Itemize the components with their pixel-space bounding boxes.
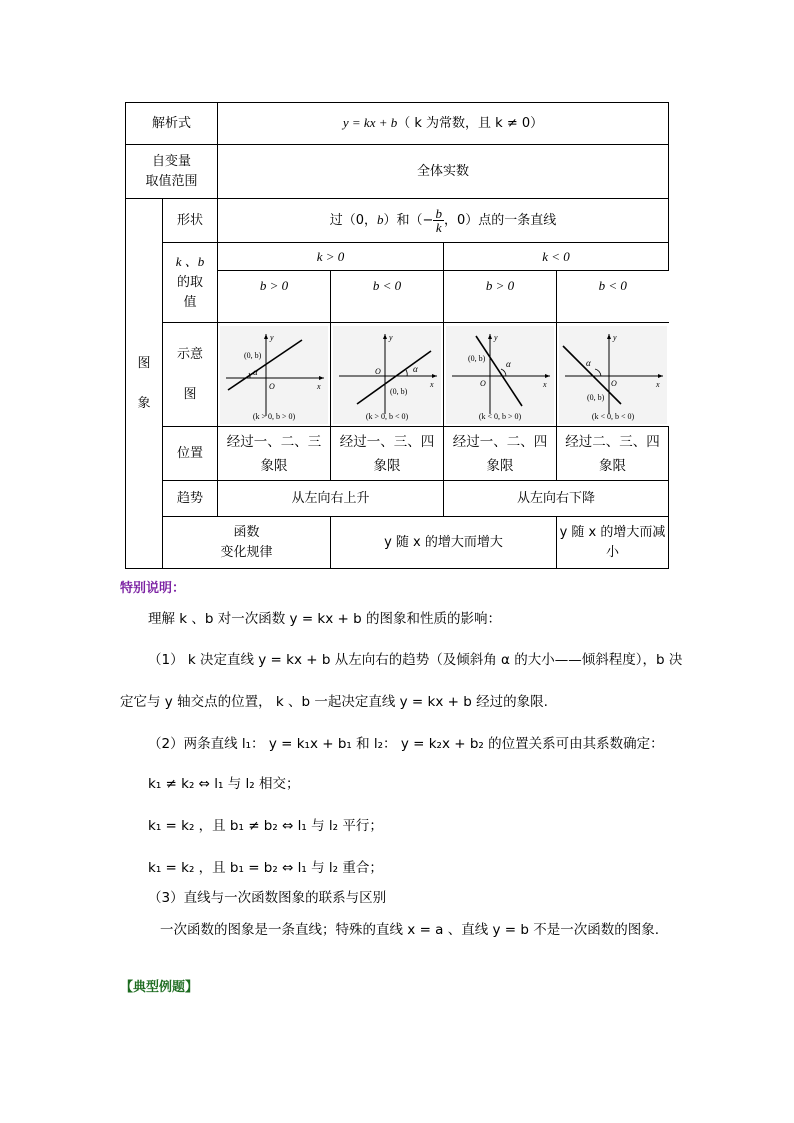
trend-down: 从左向右下降 — [444, 481, 669, 517]
point-label: (0, b) — [468, 353, 486, 363]
point-label: (0, b) — [244, 350, 262, 360]
note-p3: （3）直线与一次函数图象的联系与区别 — [148, 890, 387, 906]
graph-cell-1 — [218, 323, 331, 427]
domain-label: 自变量 取值范围 — [126, 145, 218, 199]
shape-value: 过（0，b）和（− $\frac{b}{k}$ ，0）点的一条直线 — [218, 199, 669, 243]
x-axis-label: x — [430, 379, 434, 389]
graph-cell-3 — [444, 323, 557, 427]
position-4: 经过二、三、四 象限 — [557, 427, 669, 481]
note-p3-body: 一次函数的图象是一条直线；特殊的直线 x = a 、直线 y = b 不是一次函数的图象. — [160, 922, 660, 938]
y-axis-label: y — [270, 332, 274, 342]
graph-k-pos-b-neg — [333, 326, 441, 424]
graph-caption: (k < 0, b < 0) — [591, 411, 634, 421]
trend-up: 从左向右上升 — [218, 481, 444, 517]
note-intro: 理解 k 、b 对一次函数 y = kx + b 的图象和性质的影响： — [148, 611, 501, 627]
shape-label: 形状 — [163, 199, 218, 243]
sketch-label: 示意 图 — [163, 323, 218, 427]
note-p1-line1: （1） k 决定直线 y = kx + b 从左向右的趋势（及倾斜角 α 的大小——倾斜程度），b 决 — [148, 652, 683, 668]
kb-label: k 、b 的取 值 — [163, 243, 218, 323]
k-positive-header: k > 0 — [218, 243, 444, 271]
k-negative-header: k < 0 — [444, 243, 669, 271]
x-axis-label: x — [655, 379, 660, 389]
b-value-2: b < 0 — [331, 271, 444, 323]
note-p1-line2: 定它与 y 轴交点的位置， k 、b 一起决定直线 y = kx + b 经过的象限. — [120, 694, 548, 710]
x-axis-label: x — [543, 379, 547, 389]
examples-heading: 【典型例题】 — [120, 980, 199, 995]
graph-k-neg-b-neg — [559, 326, 667, 424]
y-axis-label: y — [494, 332, 498, 342]
alpha-label: α — [413, 363, 418, 374]
special-note-heading: 特别说明： — [120, 581, 186, 596]
graph-caption: (k > 0, b < 0) — [365, 411, 409, 421]
origin-label: O — [610, 378, 617, 388]
change-decrease: y 随 x 的增大而减小 — [557, 517, 669, 569]
position-1: 经过一、二、三 象限 — [218, 427, 331, 481]
graph-k-neg-b-pos — [446, 326, 554, 424]
b-value-4: b < 0 — [557, 271, 669, 323]
point-label: (0, b) — [586, 392, 605, 402]
graph-cell-4 — [557, 323, 669, 427]
condition-coincide: k₁ = k₂ ，且 b₁ = b₂ ⇔ l₁ 与 l₂ 重合； — [148, 860, 383, 876]
origin-label: O — [375, 366, 381, 376]
linear-function-table — [125, 102, 669, 569]
graph-caption: (k > 0, b > 0) — [252, 411, 296, 421]
domain-value: 全体实数 — [218, 145, 669, 199]
alpha-label: α — [253, 366, 258, 377]
note-p2: （2）两条直线 l₁： y = k₁x + b₁ 和 l₂： y = k₂x + b₂ 的位置关系可由其系数确定： — [148, 736, 664, 752]
graph-k-pos-b-pos — [220, 326, 328, 424]
graph-cell-2 — [331, 323, 444, 427]
origin-label: O — [480, 378, 486, 388]
point-label: (0, b) — [390, 386, 408, 396]
analytic-label: 解析式 — [126, 103, 218, 145]
alpha-label: α — [506, 358, 511, 369]
y-axis-label: y — [612, 332, 617, 342]
position-2: 经过一、三、四 象限 — [331, 427, 444, 481]
origin-label: O — [269, 381, 275, 391]
b-value-3: b > 0 — [444, 271, 557, 323]
b-value-1: b > 0 — [218, 271, 331, 323]
x-axis-label: x — [317, 381, 321, 391]
b-over-k-fraction: $\frac{b}{k}$ — [435, 206, 442, 235]
trend-label: 趋势 — [163, 481, 218, 517]
position-label: 位置 — [163, 427, 218, 481]
analytic-value: y = kx + b（ k 为常数，且 k ≠ 0） — [218, 103, 669, 145]
graph-caption: (k < 0, b > 0) — [478, 411, 522, 421]
position-3: 经过一、二、四 象限 — [444, 427, 557, 481]
image-label: 图 象 — [126, 199, 163, 569]
alpha-label: α — [585, 357, 591, 368]
change-label: 函数 变化规律 — [163, 517, 331, 569]
change-increase: y 随 x 的增大而增大 — [331, 517, 557, 569]
condition-intersect: k₁ ≠ k₂ ⇔ l₁ 与 l₂ 相交； — [148, 776, 300, 792]
condition-parallel: k₁ = k₂ ，且 b₁ ≠ b₂ ⇔ l₁ 与 l₂ 平行； — [148, 818, 383, 834]
y-axis-label: y — [389, 332, 393, 342]
